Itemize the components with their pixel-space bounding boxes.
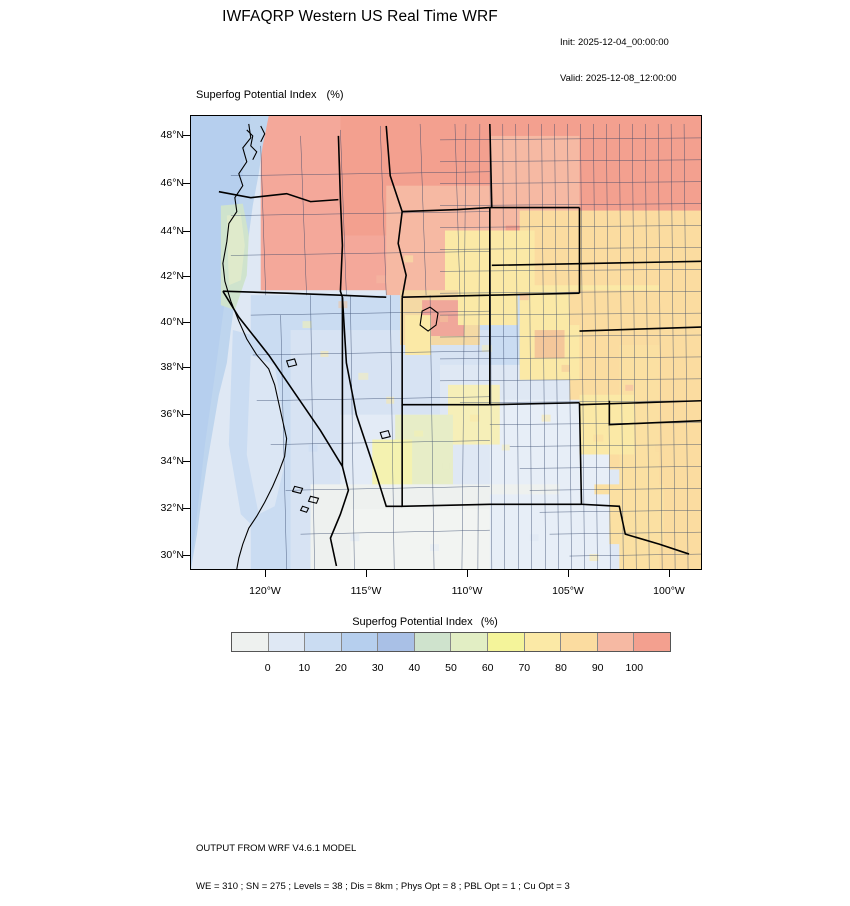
y-tick-mark xyxy=(183,414,190,415)
y-tick-mark xyxy=(183,367,190,368)
y-axis-tick-label: 48°N xyxy=(160,129,184,141)
y-axis-tick-label: 30°N xyxy=(160,549,184,561)
y-tick-mark xyxy=(183,183,190,184)
colorbar-tick-label: 90 xyxy=(591,662,604,674)
y-axis-tick-label: 40°N xyxy=(160,316,184,328)
y-tick-mark xyxy=(183,231,190,232)
colorbar-swatch xyxy=(597,633,634,651)
y-tick-mark xyxy=(183,555,190,556)
x-axis-tick-label: 105°W xyxy=(552,585,584,597)
map-plot-area[interactable] xyxy=(190,115,702,570)
footer-line-config: WE = 310 ; SN = 275 ; Levels = 38 ; Dis = 8km ; Phys Opt = 8 ; PBL Opt = 1 ; Cu Opt = 3 xyxy=(196,880,570,892)
colorbar-tick-label: 0 xyxy=(264,662,271,674)
y-axis-tick-label: 38°N xyxy=(160,361,184,373)
colorbar-tick-labels xyxy=(231,662,671,678)
footer-line-model: OUTPUT FROM WRF V4.6.1 MODEL xyxy=(196,843,357,854)
y-tick-mark xyxy=(183,461,190,462)
x-axis-tick-label: 120°W xyxy=(249,585,281,597)
colorbar-swatch xyxy=(414,633,451,651)
colorbar-swatch xyxy=(560,633,597,651)
y-axis-tick-label: 34°N xyxy=(160,455,184,467)
x-axis-tick-label: 115°W xyxy=(350,585,382,597)
colorbar-tick-label: 100 xyxy=(625,662,644,674)
colorbar-tick-label: 80 xyxy=(555,662,567,674)
colorbar-swatch xyxy=(633,633,670,651)
colorbar-swatch xyxy=(487,633,524,651)
valid-time-label: Valid: 2025-12-08_12:00:00 xyxy=(560,73,677,84)
colorbar-swatch xyxy=(268,633,305,651)
init-time-label: Init: 2025-12-04_00:00:00 xyxy=(560,37,669,48)
colorbar-title-units: (%) xyxy=(480,616,498,628)
y-tick-mark xyxy=(183,135,190,136)
y-tick-mark xyxy=(183,508,190,509)
x-tick-mark xyxy=(265,570,266,577)
colorbar-tick-label: 10 xyxy=(298,662,311,674)
x-tick-mark xyxy=(366,570,367,577)
x-axis-tick-label: 110°W xyxy=(451,585,483,597)
run-metadata xyxy=(560,13,677,97)
colorbar-swatch xyxy=(524,633,561,651)
page-title: IWFAQRP Western US Real Time WRF xyxy=(222,8,498,25)
colorbar-title-text: Superfog Potential Index xyxy=(352,616,473,628)
x-tick-mark xyxy=(669,570,670,577)
y-axis-tick-label: 46°N xyxy=(160,177,184,189)
y-axis-tick-label: 44°N xyxy=(160,225,184,237)
colorbar-tick-label: 60 xyxy=(481,662,494,674)
colorbar[interactable] xyxy=(231,632,671,652)
x-tick-mark xyxy=(467,570,468,577)
x-tick-mark xyxy=(568,570,569,577)
y-tick-mark xyxy=(183,276,190,277)
model-output-footer xyxy=(196,818,570,906)
superfog-potential-index-heatmap xyxy=(191,116,701,569)
x-axis-tick-label: 100°W xyxy=(653,585,685,597)
colorbar-swatch xyxy=(304,633,341,651)
colorbar-swatch xyxy=(450,633,487,651)
colorbar-tick-label: 20 xyxy=(335,662,347,674)
colorbar-tick-label: 70 xyxy=(518,662,531,674)
y-axis-tick-label: 42°N xyxy=(160,270,184,282)
y-tick-mark xyxy=(183,322,190,323)
colorbar-swatch xyxy=(377,633,414,651)
colorbar-tick-label: 40 xyxy=(408,662,421,674)
plot-title-text: Superfog Potential Index xyxy=(196,89,317,101)
plot-title xyxy=(196,89,344,101)
colorbar-swatch xyxy=(232,633,268,651)
colorbar-title xyxy=(0,616,850,628)
colorbar-tick-label: 30 xyxy=(371,662,384,674)
colorbar-tick-label: 50 xyxy=(445,662,457,674)
y-axis-tick-label: 36°N xyxy=(160,408,184,420)
colorbar-swatch xyxy=(341,633,378,651)
plot-title-units: (%) xyxy=(326,89,344,101)
y-axis-tick-label: 32°N xyxy=(160,502,184,514)
